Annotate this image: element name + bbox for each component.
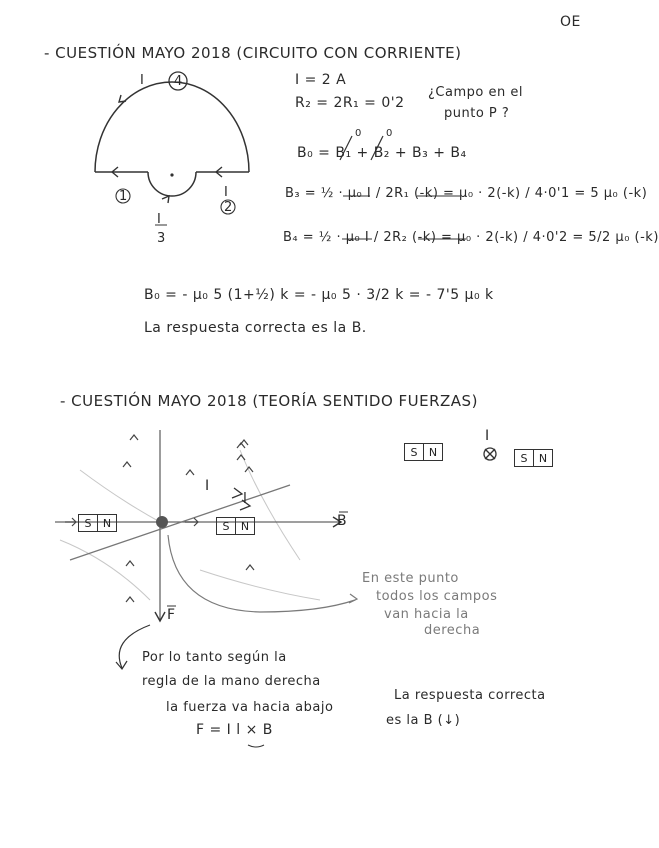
- q1-question-2: punto P ?: [444, 106, 510, 121]
- q2-rule-1: Por lo tanto según la: [142, 650, 287, 665]
- magnet-center-n: N: [240, 519, 250, 533]
- q1-given-radius: R₂ = 2R₁ = 0'2: [295, 95, 405, 111]
- magnet-right-2-s: S: [515, 450, 534, 466]
- magnet-right-1-s: S: [405, 444, 424, 460]
- q2-label-i: I: [205, 478, 210, 494]
- q1-eq-total: B₀ = B₁ + B₂ + B₃ + B₄: [297, 145, 467, 161]
- magnet-right-1-n: N: [428, 445, 438, 459]
- q2-label-l: l: [243, 491, 248, 507]
- q1-label-current: I: [140, 73, 145, 88]
- q1-eq-b4: B₄ = ½ · μ₀ I / 2R₂ (-k) = μ₀ · 2(-k) / 4·0'2 = 5/2 μ₀ (-k): [283, 230, 659, 245]
- q2-note-3: van hacia la: [384, 607, 469, 622]
- q2-answer-1: La respuesta correcta: [394, 688, 546, 703]
- q2-label-b: B: [337, 513, 348, 529]
- magnet-left: [78, 514, 117, 532]
- q1-label-i-bottom: I: [157, 212, 162, 227]
- magnet-left-s: S: [79, 515, 98, 531]
- q1-eq-result: B₀ = - μ₀ 5 (1+½) k = - μ₀ 5 · 3/2 k = - 7'5 μ₀ k: [144, 287, 494, 303]
- q1-label-seg3: 3: [157, 231, 166, 246]
- magnet-left-n: N: [102, 516, 112, 530]
- q2-note-1: En este punto: [362, 571, 459, 586]
- q1-label-seg1: 1: [119, 189, 128, 204]
- q2-label-f: F: [167, 607, 176, 623]
- q2-answer-2: es la B (↓): [386, 713, 461, 728]
- q1-title: - CUESTIÓN MAYO 2018 (CIRCUITO CON CORRIENTE): [44, 44, 462, 62]
- q1-question: ¿Campo en el: [428, 85, 523, 100]
- q2-rule-3: la fuerza va hacia abajo: [166, 700, 334, 715]
- q1-zero-1: 0: [355, 128, 362, 139]
- q1-zero-2: 0: [386, 128, 393, 139]
- q1-label-i-right: I: [224, 185, 229, 200]
- q1-label-seg4: 4: [174, 74, 183, 89]
- q2-rule-eq: F = I l × B: [196, 722, 273, 738]
- q2-note-2: todos los campos: [376, 589, 498, 604]
- q2-title: - CUESTIÓN MAYO 2018 (TEORÍA SENTIDO FUERZAS): [60, 392, 478, 410]
- q1-given-current: I = 2 A: [295, 72, 347, 88]
- q1-answer: La respuesta correcta es la B.: [144, 320, 367, 336]
- q2-rule-2: regla de la mano derecha: [142, 674, 321, 689]
- page-number: OE: [560, 14, 581, 30]
- magnet-right-1: [404, 443, 443, 461]
- q1-eq-b3: B₃ = ½ · μ₀ I / 2R₁ (-k) = μ₀ · 2(-k) / 4·0'1 = 5 μ₀ (-k): [285, 186, 648, 201]
- q2-note-4: derecha: [424, 623, 481, 638]
- magnet-right-2-n: N: [538, 451, 548, 465]
- q1-label-seg2: 2: [224, 200, 233, 215]
- magnet-center: [216, 517, 255, 535]
- magnet-center-s: S: [217, 518, 236, 534]
- magnet-right-2: [514, 449, 553, 467]
- q2-label-i-wire: I: [485, 428, 490, 444]
